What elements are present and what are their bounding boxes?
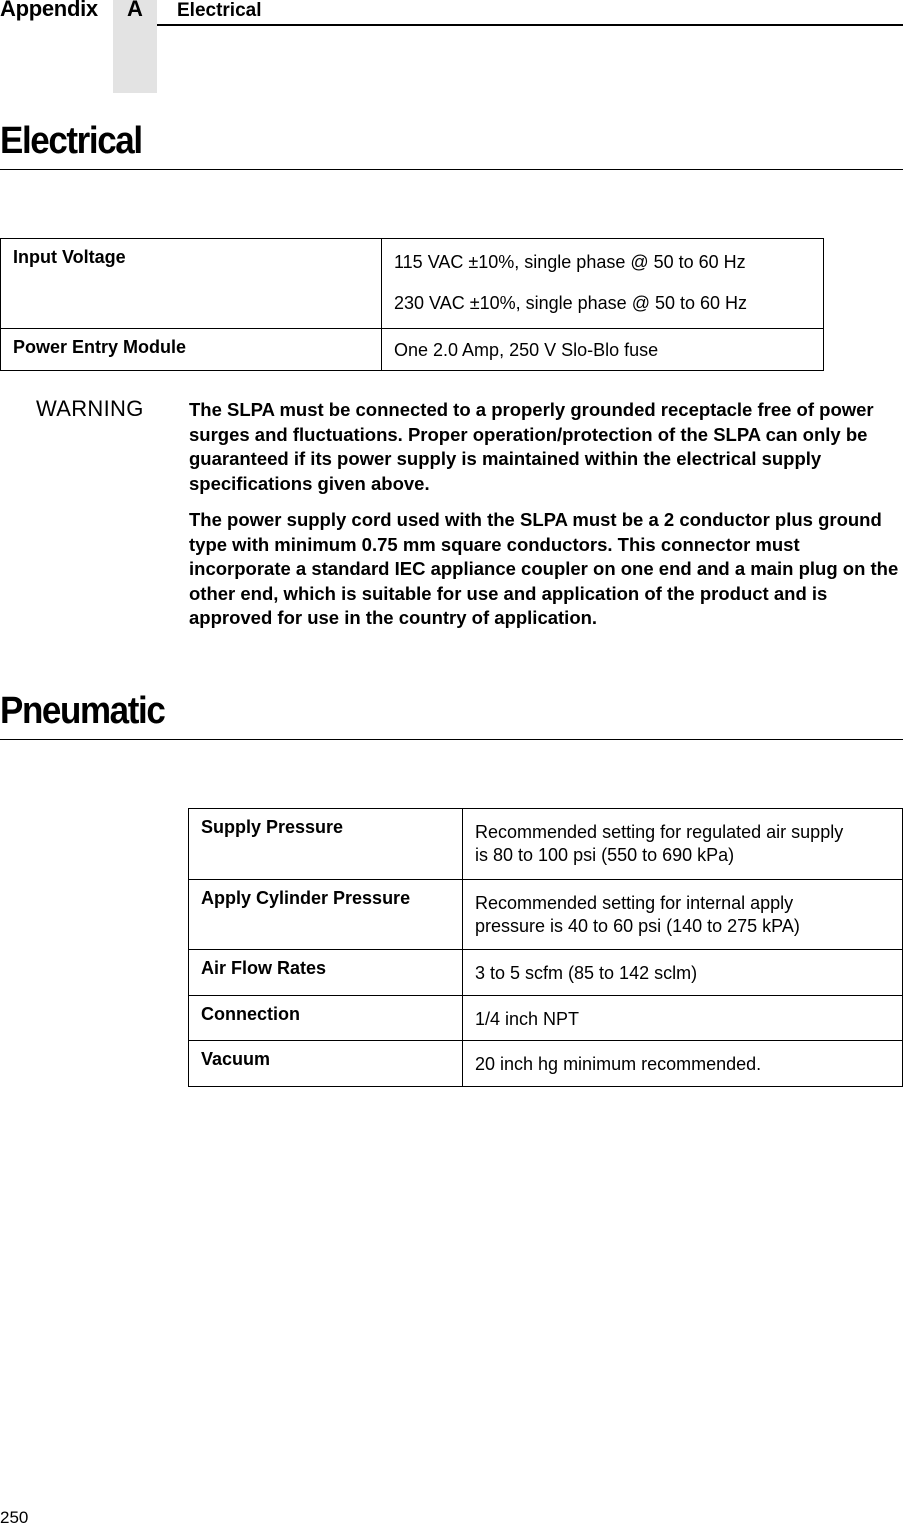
connection-label: Connection xyxy=(189,996,463,1041)
apply-cylinder-pressure-label: Apply Cylinder Pressure xyxy=(189,880,463,950)
input-voltage-line-1: 115 VAC ±10%, single phase @ 50 to 60 Hz xyxy=(394,252,746,272)
appendix-letter: A xyxy=(127,0,143,21)
input-voltage-line-2: 230 VAC ±10%, single phase @ 50 to 60 Hz xyxy=(394,293,748,313)
input-voltage-value xyxy=(382,239,824,329)
supply-pressure-value: Recommended setting for regulated air supply is 80 to 100 psi (550 to 690 kPa) xyxy=(463,809,903,880)
vacuum-label: Vacuum xyxy=(189,1041,463,1087)
table-row xyxy=(189,880,903,950)
electrical-heading-rule xyxy=(0,169,903,170)
vacuum-value: 20 inch hg minimum recommended. xyxy=(463,1041,903,1087)
table-row xyxy=(1,329,824,371)
pneumatic-heading-rule xyxy=(0,739,903,740)
appendix-tab xyxy=(113,0,157,93)
power-entry-module-value: One 2.0 Amp, 250 V Slo-Blo fuse xyxy=(382,329,824,371)
electrical-spec-table xyxy=(0,238,824,371)
warning-paragraph-2: The power supply cord used with the SLPA must be a 2 conductor plus ground type with minimum 0.75 mm square conductors. This connector must incorporate a standard IEC appliance coupler on one end and a main plug on the other end, which is suitable for use and application of the product and is approved for use in the country of application. xyxy=(189,509,899,628)
electrical-heading: Electrical xyxy=(0,120,142,162)
pneumatic-heading: Pneumatic xyxy=(0,690,165,732)
power-entry-module-label: Power Entry Module xyxy=(1,329,382,371)
header-appendix-label: Appendix xyxy=(0,0,98,21)
warning-paragraph-1: The SLPA must be connected to a properly grounded receptacle free of power surges and fluctuations. Proper operation/protection of the SLPA can only be guaranteed if its power supply is maintained within the electrical supply specifications given above. xyxy=(189,399,874,494)
supply-pressure-label: Supply Pressure xyxy=(189,809,463,880)
connection-value: 1/4 inch NPT xyxy=(463,996,903,1041)
header-rule xyxy=(157,24,903,26)
table-row xyxy=(1,239,824,329)
input-voltage-label: Input Voltage xyxy=(1,239,382,329)
header-section-title: Electrical xyxy=(177,0,262,21)
warning-label: WARNING xyxy=(36,396,144,421)
table-row xyxy=(189,1041,903,1087)
table-row xyxy=(189,950,903,996)
apply-cylinder-pressure-value: Recommended setting for internal apply pressure is 40 to 60 psi (140 to 275 kPA) xyxy=(463,880,903,950)
table-row xyxy=(189,809,903,880)
air-flow-rates-value: 3 to 5 scfm (85 to 142 sclm) xyxy=(463,950,903,996)
page-number: 250 xyxy=(0,1508,29,1527)
warning-body xyxy=(189,398,901,643)
pneumatic-spec-table xyxy=(188,808,903,1087)
air-flow-rates-label: Air Flow Rates xyxy=(189,950,463,996)
table-row xyxy=(189,996,903,1041)
